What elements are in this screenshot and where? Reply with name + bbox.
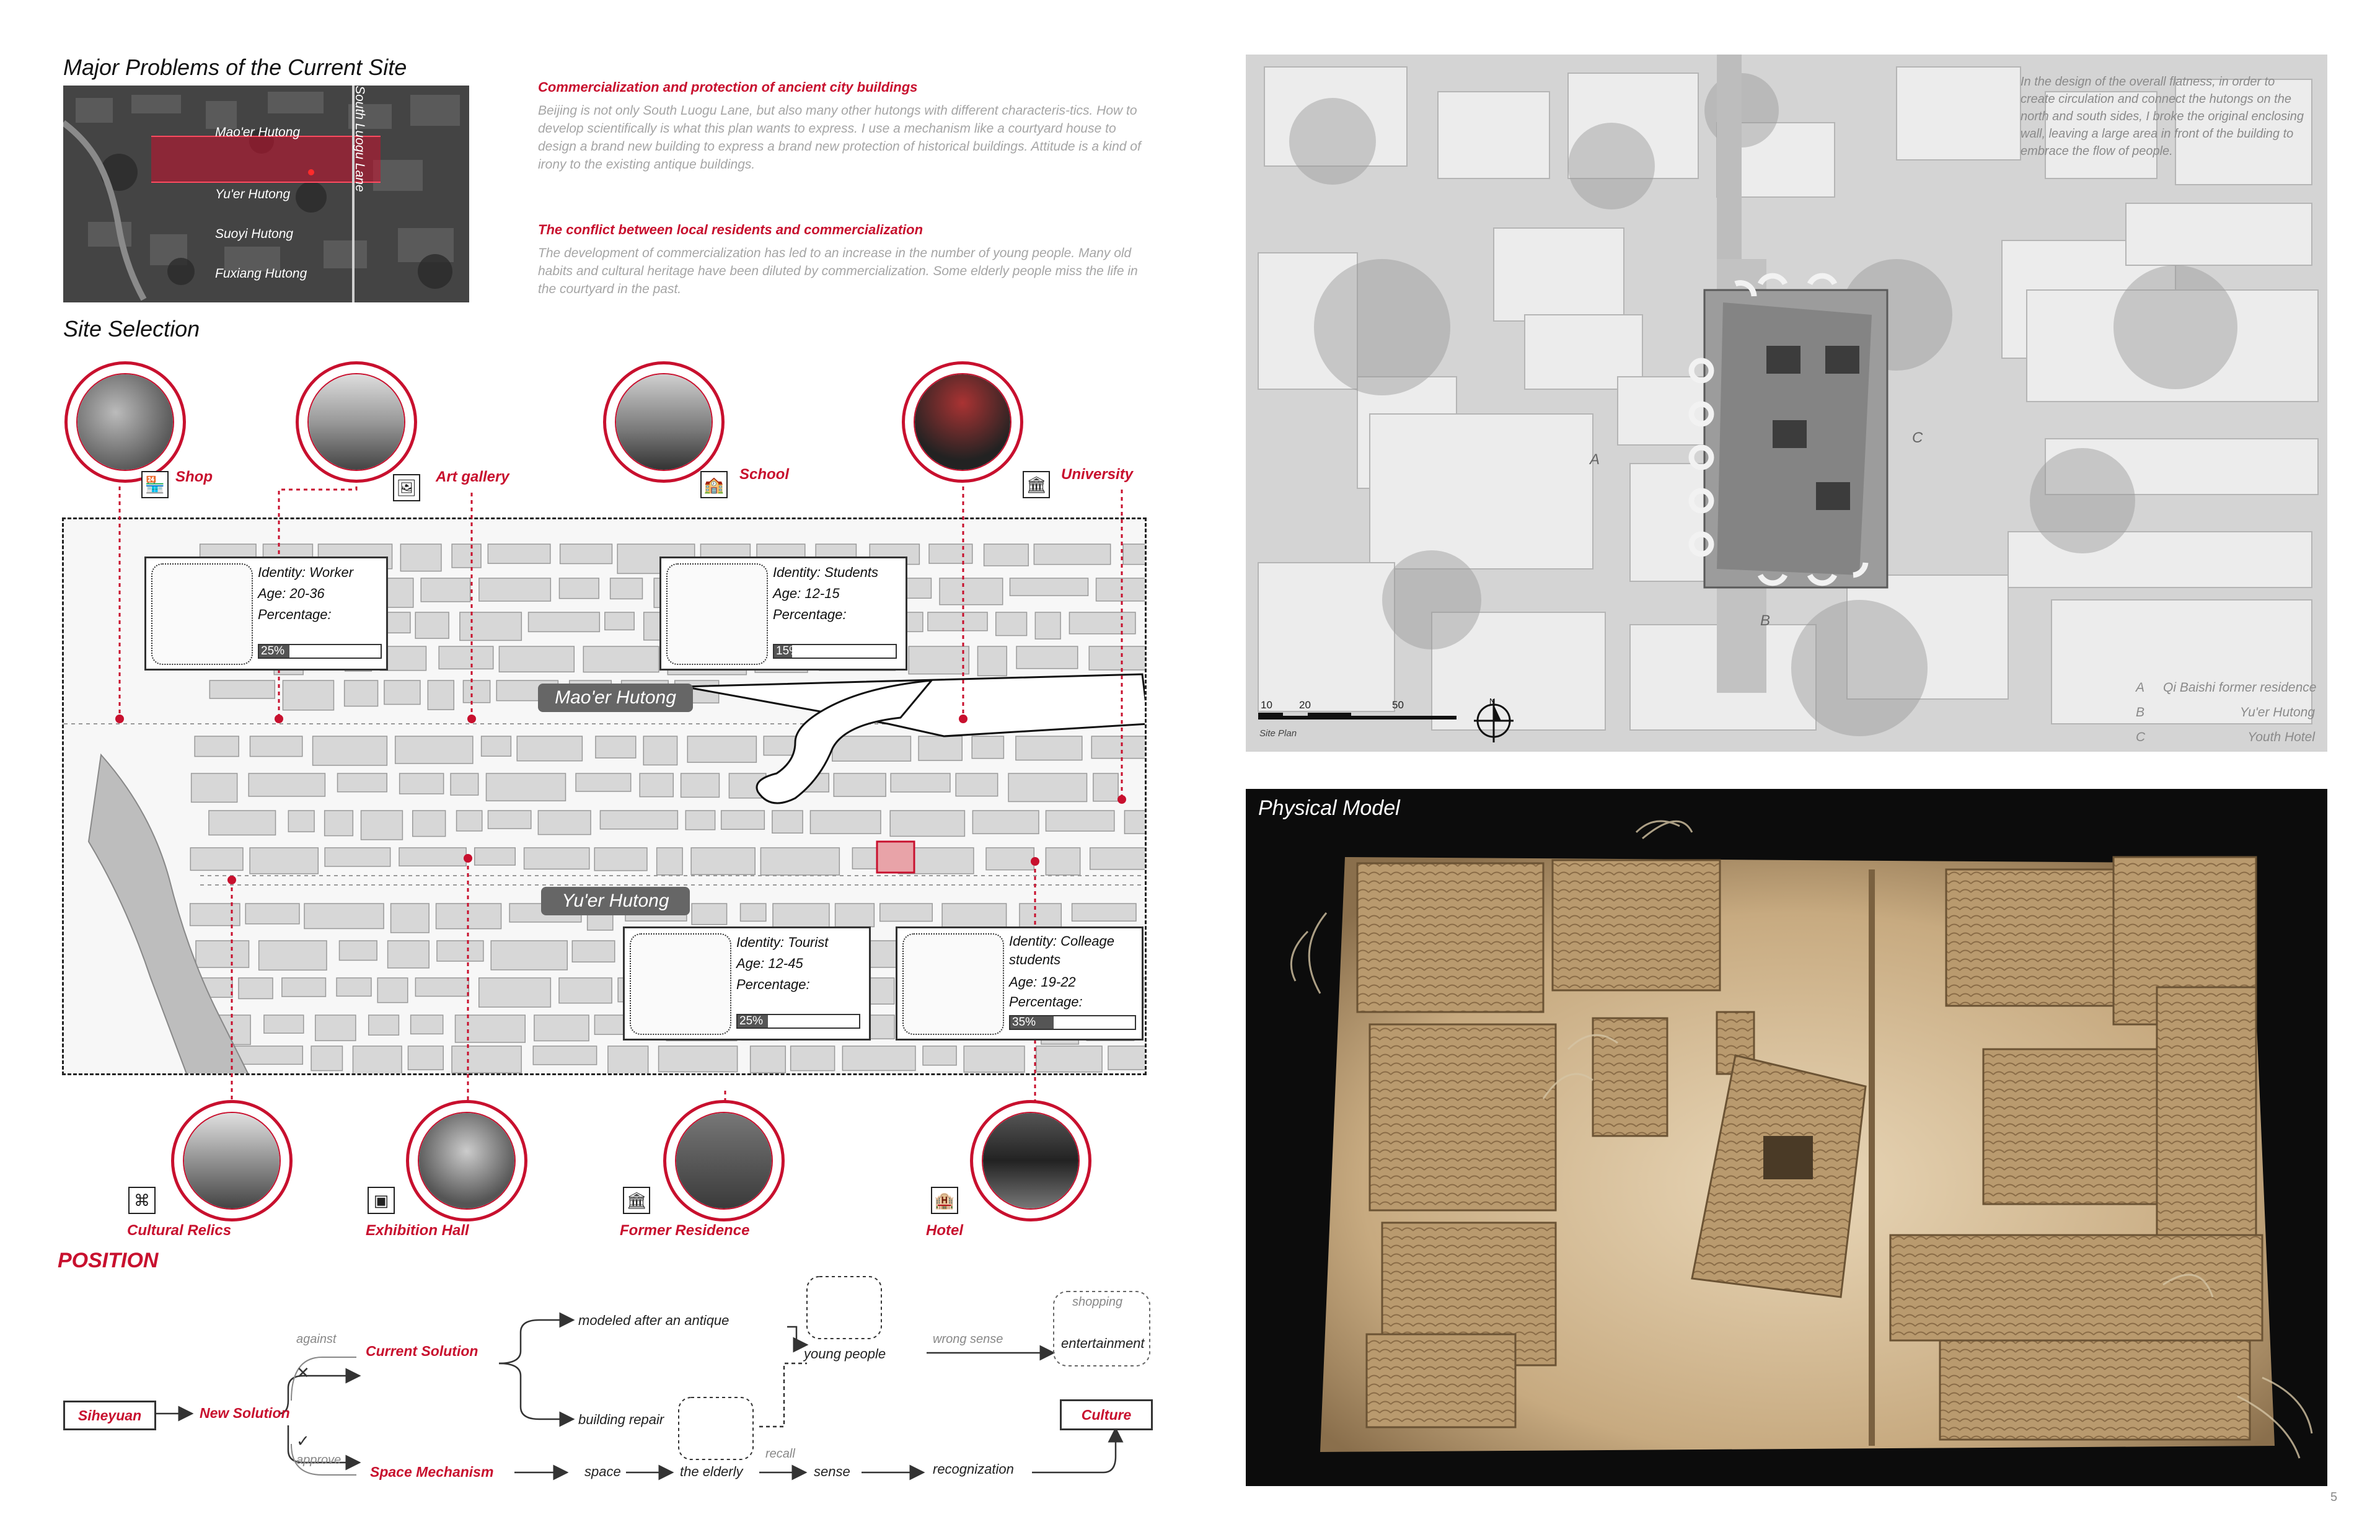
residence-label: Former Residence <box>620 1222 750 1239</box>
tourist-identity-label: Identity: <box>736 935 785 950</box>
worker-age-value: 20-36 <box>289 586 325 601</box>
shop-label: Shop <box>175 469 213 485</box>
elderly-label: the elderly <box>680 1464 743 1479</box>
map-label-yuer: Yu'er Hutong <box>215 187 291 201</box>
gallery-icon: 🖼 <box>393 474 420 501</box>
hotel-label: Hotel <box>926 1222 963 1239</box>
students-portrait <box>666 563 768 665</box>
major-problems-title: Major Problems of the Current Site <box>63 55 407 80</box>
residence-icon: 🏛 <box>623 1187 650 1214</box>
siheyuan-label: Siheyuan <box>77 1407 142 1423</box>
worker-age-label: Age: <box>258 586 286 601</box>
cross-icon: ✕ <box>296 1363 310 1382</box>
relics-icon: ⌘ <box>128 1187 156 1214</box>
scale-caption: Site Plan <box>1259 728 1297 739</box>
site-selection-title: Site Selection <box>63 316 200 341</box>
hutong-tag-maoer: Mao'er Hutong <box>538 684 693 712</box>
legend-key-b: B <box>2136 705 2145 719</box>
worker-portrait <box>151 563 253 665</box>
physical-model-photo <box>1246 789 2327 1486</box>
tourist-identity <box>736 932 828 953</box>
zone-letter-c: C <box>1912 429 1923 446</box>
colleage-portrait <box>902 933 1004 1035</box>
culture-label: Culture <box>1081 1407 1132 1423</box>
students-age-value: 12-15 <box>804 586 840 601</box>
worker-bar-fill: 25% <box>259 645 289 658</box>
gallery-label: Art gallery <box>436 469 509 485</box>
scale-tick-50: 50 <box>1392 699 1404 711</box>
colleage-age-value: 19-22 <box>1041 974 1076 990</box>
elderly-portrait-frame <box>679 1397 753 1459</box>
tourist-percentage-label: Percentage: <box>736 977 810 992</box>
site-plan-description: In the design of the overall flatness, in order to create circulation and connect the hutongs on the north and south sides, I broke the original enclosing wall, leaving a large area in front of the building to embrace the flow of people. <box>2021 75 2304 158</box>
north-label: N <box>1489 697 1496 706</box>
persona-card-worker <box>144 557 388 671</box>
worker-identity <box>258 562 353 583</box>
zone-letter-b: B <box>1760 612 1771 629</box>
colleage-bar <box>1009 1015 1136 1030</box>
relics-photo-circle <box>171 1100 293 1221</box>
tourist-bar-fill: 25% <box>738 1015 768 1027</box>
exhibition-icon: ▣ <box>368 1187 395 1214</box>
problem-1-body: Beijing is not only South Luogu Lane, but also many other hutongs with different characteris-tics. How to develop scientifically is what this plan wants to express. I use a mechanism like a courtyard house to design a brand new building to express a brand new protection of historical buildings. Attitude is a kind of irony to the existing antique buildings. <box>538 103 1141 172</box>
worker-age <box>258 583 325 604</box>
problem-1-heading: Commercialization and protection of ancient city buildings <box>538 79 918 95</box>
school-icon: 🏫 <box>700 471 728 498</box>
worker-identity-label: Identity: <box>258 565 306 580</box>
persona-card-students <box>659 557 907 671</box>
worker-percentage-label: Percentage: <box>258 607 332 622</box>
against-label: against <box>296 1332 337 1346</box>
hutong-tag-yuer: Yu'er Hutong <box>541 887 690 915</box>
physical-model <box>1246 789 2327 1486</box>
tourist-age <box>736 953 803 974</box>
site-plan <box>1246 55 2327 752</box>
legend-key-c: C <box>2136 730 2146 744</box>
map-label-suoyi: Suoyi Hutong <box>215 227 294 241</box>
problem-2-heading: The conflict between local residents and commercialization <box>538 222 923 237</box>
position-flow-lines <box>0 1264 1178 1537</box>
legend-key-a: A <box>2136 680 2145 695</box>
students-age <box>773 583 840 604</box>
colleage-age-label: Age: <box>1009 974 1038 990</box>
recall-label: recall <box>765 1447 795 1461</box>
legend-name-c: Youth Hotel <box>2247 730 2315 744</box>
shopping-label: shopping <box>1072 1295 1123 1309</box>
entertainment-label: entertainment <box>1061 1335 1145 1351</box>
hotel-photo-circle <box>970 1100 1091 1221</box>
hotel-icon: 🏨 <box>931 1187 958 1214</box>
students-bar <box>773 644 897 659</box>
page-number: 5 <box>2330 1490 2338 1504</box>
persona-card-tourist <box>623 926 871 1041</box>
young-people-portrait-frame <box>807 1277 881 1339</box>
colleage-age <box>1009 972 1076 993</box>
map-label-fuxiang: Fuxiang Hutong <box>215 266 307 281</box>
colleage-bar-fill: 35% <box>1010 1016 1054 1029</box>
scale-tick-20: 20 <box>1299 699 1311 711</box>
check-icon: ✓ <box>296 1432 310 1450</box>
siheyuan-box <box>63 1401 156 1430</box>
tourist-portrait <box>630 933 731 1035</box>
modeled-label: modeled after an antique <box>578 1313 729 1328</box>
new-solution-label: New Solution <box>200 1405 290 1421</box>
current-solution-label: Current Solution <box>366 1343 478 1359</box>
residence-photo-circle <box>663 1100 785 1221</box>
worker-bar <box>258 644 382 659</box>
students-age-label: Age: <box>773 586 801 601</box>
students-identity-value: Students <box>824 565 879 580</box>
students-identity <box>773 562 878 583</box>
university-icon: 🏛 <box>1023 471 1050 498</box>
legend-name-a: Qi Baishi former residence <box>2163 680 2317 695</box>
exhibition-photo-circle <box>406 1100 527 1221</box>
colleage-percentage-label: Percentage: <box>1009 994 1083 1010</box>
legend-name-b: Yu'er Hutong <box>2239 705 2315 719</box>
colleage-identity-label: Identity: <box>1009 933 1057 949</box>
tourist-bar <box>736 1014 860 1029</box>
tourist-age-value: 12-45 <box>768 956 803 971</box>
relics-label: Cultural Relics <box>127 1222 232 1239</box>
worker-identity-value: Worker <box>309 565 354 580</box>
position-title: POSITION <box>58 1249 159 1272</box>
exhibition-label: Exhibition Hall <box>366 1222 469 1239</box>
wrong-sense-label: wrong sense <box>933 1332 1003 1346</box>
map-label-street: South Luogu Lane <box>353 86 367 192</box>
colleage-identity <box>1009 932 1139 969</box>
physical-model-title: Physical Model <box>1258 796 1400 820</box>
repair-label: building repair <box>578 1412 664 1427</box>
space-mechanism-label: Space Mechanism <box>370 1464 494 1480</box>
persona-card-colleage <box>896 926 1144 1041</box>
young-people-label: young people <box>804 1346 886 1362</box>
map-label-maoer: Mao'er Hutong <box>215 125 301 139</box>
shop-icon: 🏪 <box>141 471 169 498</box>
space-label: space <box>584 1464 621 1479</box>
students-percentage-label: Percentage: <box>773 607 847 622</box>
problem-2-body: The development of commercialization has led to an increase in the number of young people. Many old habits and cultural heritage have been diluted by commercialization. Some elderly people miss the life in the courtyard in the past. <box>538 246 1138 296</box>
colleage-identity-value: Colleage students <box>1009 933 1115 967</box>
zone-letter-a: A <box>1590 451 1600 468</box>
culture-box <box>1060 1399 1153 1430</box>
school-label: School <box>739 466 790 483</box>
approve-label: approve <box>296 1453 342 1467</box>
tourist-age-label: Age: <box>736 956 765 971</box>
university-label: University <box>1061 466 1134 483</box>
scale-tick-10: 10 <box>1261 699 1272 711</box>
students-bar-fill: 15% <box>774 645 792 658</box>
tourist-identity-value: Tourist <box>788 935 829 950</box>
sense-label: sense <box>814 1464 850 1479</box>
students-identity-label: Identity: <box>773 565 821 580</box>
recognization-label: recognization <box>933 1461 1014 1477</box>
